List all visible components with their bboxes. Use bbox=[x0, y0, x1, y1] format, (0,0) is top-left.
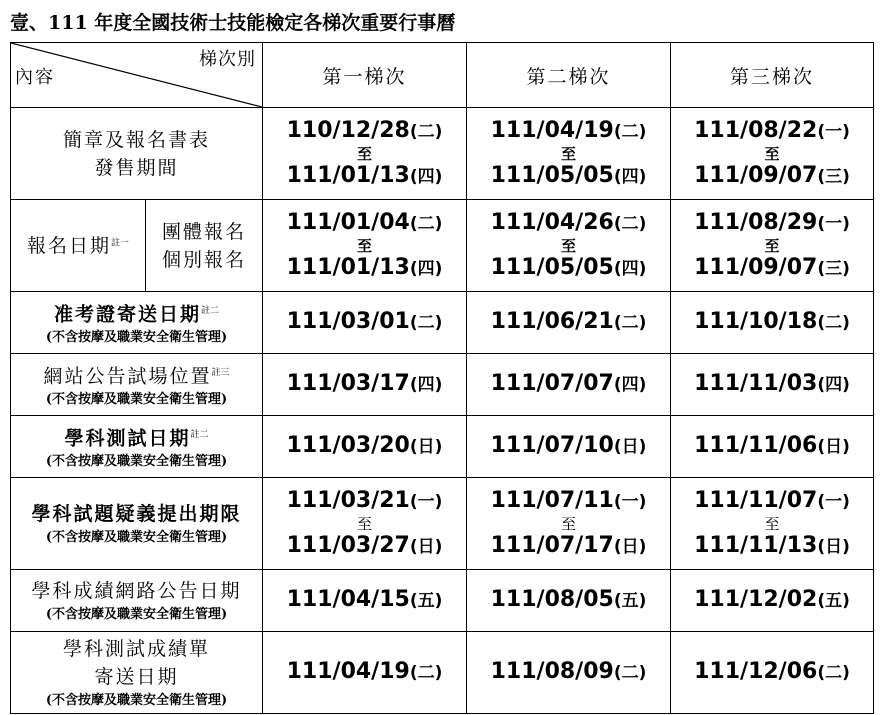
weekday: (一) bbox=[613, 491, 647, 512]
row-label-line: 寄送日期 bbox=[94, 665, 179, 688]
to-label: 至 bbox=[560, 236, 576, 255]
date-value: 111/04/15 bbox=[286, 587, 410, 612]
weekday: (四) bbox=[613, 258, 647, 279]
row-label-line: 簡章及報名書表 bbox=[62, 128, 210, 151]
row-label-text: 學科測試日期 bbox=[64, 427, 191, 450]
corner-label-content: 內容 bbox=[15, 67, 55, 88]
exclusion-note: (不含按摩及職業安全衛生管理) bbox=[45, 330, 228, 346]
header-corner-cell bbox=[11, 43, 263, 108]
date-cell bbox=[467, 570, 671, 632]
table-row-registration bbox=[11, 200, 874, 292]
weekday: (四) bbox=[409, 166, 443, 187]
date-cell bbox=[263, 292, 467, 354]
row-label-text: 學科成績網路公告日期 bbox=[31, 579, 242, 602]
weekday: (一) bbox=[817, 491, 850, 512]
date-value: 111/12/02 bbox=[694, 587, 818, 612]
start-date: 111/07/11 bbox=[490, 487, 614, 513]
weekday: (一) bbox=[817, 121, 850, 142]
date-range-cell bbox=[263, 478, 467, 570]
end-date: 111/05/05 bbox=[490, 162, 614, 188]
column-header-batch-3: 第三梯次 bbox=[671, 43, 874, 108]
table-row-admission bbox=[11, 292, 874, 354]
weekday: (日) bbox=[613, 437, 647, 457]
row-label-text: 網站公告試場位置 bbox=[43, 365, 212, 388]
weekday: (一) bbox=[409, 491, 443, 512]
group-registration-label: 團體報名 bbox=[161, 220, 246, 243]
row-label-line: 學科測試成績單 bbox=[62, 637, 210, 660]
date-range-cell bbox=[467, 108, 671, 200]
date-range-cell bbox=[671, 108, 874, 200]
exclusion-note: (不含按摩及職業安全衛生管理) bbox=[45, 529, 228, 545]
weekday: (二) bbox=[817, 313, 850, 333]
corner-label-batch: 梯次別 bbox=[199, 49, 256, 70]
to-label: 至 bbox=[764, 236, 780, 255]
date-value: 111/12/06 bbox=[694, 659, 818, 684]
row-label-score-online bbox=[11, 570, 263, 632]
date-value: 111/11/06 bbox=[694, 433, 818, 458]
weekday: (二) bbox=[613, 121, 647, 142]
date-value: 111/10/18 bbox=[694, 309, 818, 334]
date-value: 111/03/20 bbox=[286, 433, 410, 458]
date-range-cell bbox=[263, 200, 467, 292]
weekday: (日) bbox=[409, 437, 443, 457]
header-row bbox=[11, 43, 874, 108]
weekday: (日) bbox=[409, 536, 443, 557]
date-range-cell bbox=[467, 478, 671, 570]
date-range-cell bbox=[263, 108, 467, 200]
footnote-mark: 註二 bbox=[190, 429, 209, 440]
exclusion-note: (不含按摩及職業安全衛生管理) bbox=[45, 692, 228, 708]
start-date: 111/03/21 bbox=[286, 487, 410, 513]
date-cell bbox=[263, 570, 467, 632]
column-header-batch-2: 第二梯次 bbox=[467, 43, 671, 108]
table-row-doubt bbox=[11, 478, 874, 570]
date-value: 111/06/21 bbox=[490, 309, 614, 334]
date-range-cell bbox=[671, 478, 874, 570]
start-date: 111/04/19 bbox=[490, 117, 614, 143]
date-range-cell bbox=[467, 200, 671, 292]
schedule-table bbox=[10, 42, 874, 714]
footnote-mark: 註一 bbox=[111, 238, 130, 249]
date-value: 111/11/03 bbox=[694, 371, 818, 396]
footnote-mark: 註三 bbox=[211, 367, 230, 378]
table-row-score-online bbox=[11, 570, 874, 632]
start-date: 111/04/26 bbox=[490, 209, 614, 235]
start-date: 111/08/29 bbox=[694, 209, 818, 235]
start-date: 111/08/22 bbox=[694, 117, 818, 143]
weekday: (日) bbox=[817, 536, 850, 557]
weekday: (二) bbox=[409, 213, 443, 234]
row-label-brochure bbox=[11, 108, 263, 200]
end-date: 111/07/17 bbox=[490, 532, 614, 558]
end-date: 111/11/13 bbox=[694, 532, 818, 558]
weekday: (二) bbox=[613, 663, 647, 683]
table-row-brochure bbox=[11, 108, 874, 200]
weekday: (三) bbox=[817, 258, 850, 279]
date-cell bbox=[671, 632, 874, 714]
weekday: (一) bbox=[817, 213, 850, 234]
row-label-line: 發售期間 bbox=[94, 156, 179, 179]
date-value: 111/08/09 bbox=[490, 659, 614, 684]
row-sublabel-registration-type bbox=[146, 200, 263, 292]
weekday: (三) bbox=[817, 166, 850, 187]
row-label-venue bbox=[11, 354, 263, 416]
to-label: 至 bbox=[764, 144, 780, 163]
table-row-exam bbox=[11, 416, 874, 478]
weekday: (日) bbox=[613, 536, 647, 557]
weekday: (二) bbox=[613, 313, 647, 333]
date-cell bbox=[671, 292, 874, 354]
exclusion-note: (不含按摩及職業安全衛生管理) bbox=[45, 454, 228, 470]
page-title: 壹、111 年度全國技術士技能檢定各梯次重要行事曆 bbox=[10, 12, 456, 34]
row-label-doubt bbox=[11, 478, 263, 570]
date-value: 111/03/17 bbox=[286, 371, 410, 396]
to-label: 至 bbox=[764, 514, 780, 533]
date-cell bbox=[467, 354, 671, 416]
weekday: (四) bbox=[613, 375, 647, 395]
weekday: (二) bbox=[409, 121, 443, 142]
end-date: 111/09/07 bbox=[694, 162, 818, 188]
date-value: 111/08/05 bbox=[490, 587, 614, 612]
exclusion-note: (不含按摩及職業安全衛生管理) bbox=[45, 392, 228, 408]
weekday: (日) bbox=[817, 437, 850, 457]
weekday: (四) bbox=[817, 375, 850, 395]
end-date: 111/01/13 bbox=[286, 254, 410, 280]
table-row-score-mail bbox=[11, 632, 874, 714]
row-label-text: 報名日期 bbox=[26, 234, 111, 257]
start-date: 111/01/04 bbox=[286, 209, 410, 235]
row-label-exam bbox=[11, 416, 263, 478]
row-label-score-mail bbox=[11, 632, 263, 714]
date-cell bbox=[671, 416, 874, 478]
table-row-venue bbox=[11, 354, 874, 416]
individual-registration-label: 個別報名 bbox=[161, 248, 246, 271]
weekday: (五) bbox=[409, 591, 443, 611]
to-label: 至 bbox=[356, 514, 372, 533]
date-range-cell bbox=[671, 200, 874, 292]
to-label: 至 bbox=[356, 144, 372, 163]
date-cell bbox=[671, 354, 874, 416]
date-cell bbox=[467, 292, 671, 354]
end-date: 111/03/27 bbox=[286, 532, 410, 558]
to-label: 至 bbox=[560, 144, 576, 163]
date-cell bbox=[467, 632, 671, 714]
weekday: (五) bbox=[613, 591, 647, 611]
footnote-mark: 註二 bbox=[201, 305, 220, 316]
weekday: (二) bbox=[409, 663, 443, 683]
date-value: 111/07/10 bbox=[490, 433, 614, 458]
end-date: 111/09/07 bbox=[694, 254, 818, 280]
end-date: 111/01/13 bbox=[286, 162, 410, 188]
weekday: (二) bbox=[409, 313, 443, 333]
row-label-text: 准考證寄送日期 bbox=[53, 303, 201, 326]
row-label-admission bbox=[11, 292, 263, 354]
date-cell bbox=[263, 416, 467, 478]
column-header-batch-1: 第一梯次 bbox=[263, 43, 467, 108]
date-value: 111/07/07 bbox=[490, 371, 614, 396]
to-label: 至 bbox=[356, 236, 372, 255]
date-cell bbox=[671, 570, 874, 632]
weekday: (二) bbox=[817, 663, 850, 683]
start-date: 111/11/07 bbox=[694, 487, 818, 513]
date-cell bbox=[263, 354, 467, 416]
row-label-registration bbox=[11, 200, 146, 292]
weekday: (五) bbox=[817, 591, 850, 611]
end-date: 111/05/05 bbox=[490, 254, 614, 280]
row-label-text: 學科試題疑義提出期限 bbox=[31, 502, 242, 525]
start-date: 110/12/28 bbox=[286, 117, 410, 143]
date-value: 111/04/19 bbox=[286, 659, 410, 684]
date-cell bbox=[263, 632, 467, 714]
to-label: 至 bbox=[560, 514, 576, 533]
date-value: 111/03/01 bbox=[286, 309, 410, 334]
date-cell bbox=[467, 416, 671, 478]
exclusion-note: (不含按摩及職業安全衛生管理) bbox=[45, 606, 228, 622]
weekday: (四) bbox=[409, 375, 443, 395]
weekday: (二) bbox=[613, 213, 647, 234]
weekday: (四) bbox=[409, 258, 443, 279]
weekday: (四) bbox=[613, 166, 647, 187]
